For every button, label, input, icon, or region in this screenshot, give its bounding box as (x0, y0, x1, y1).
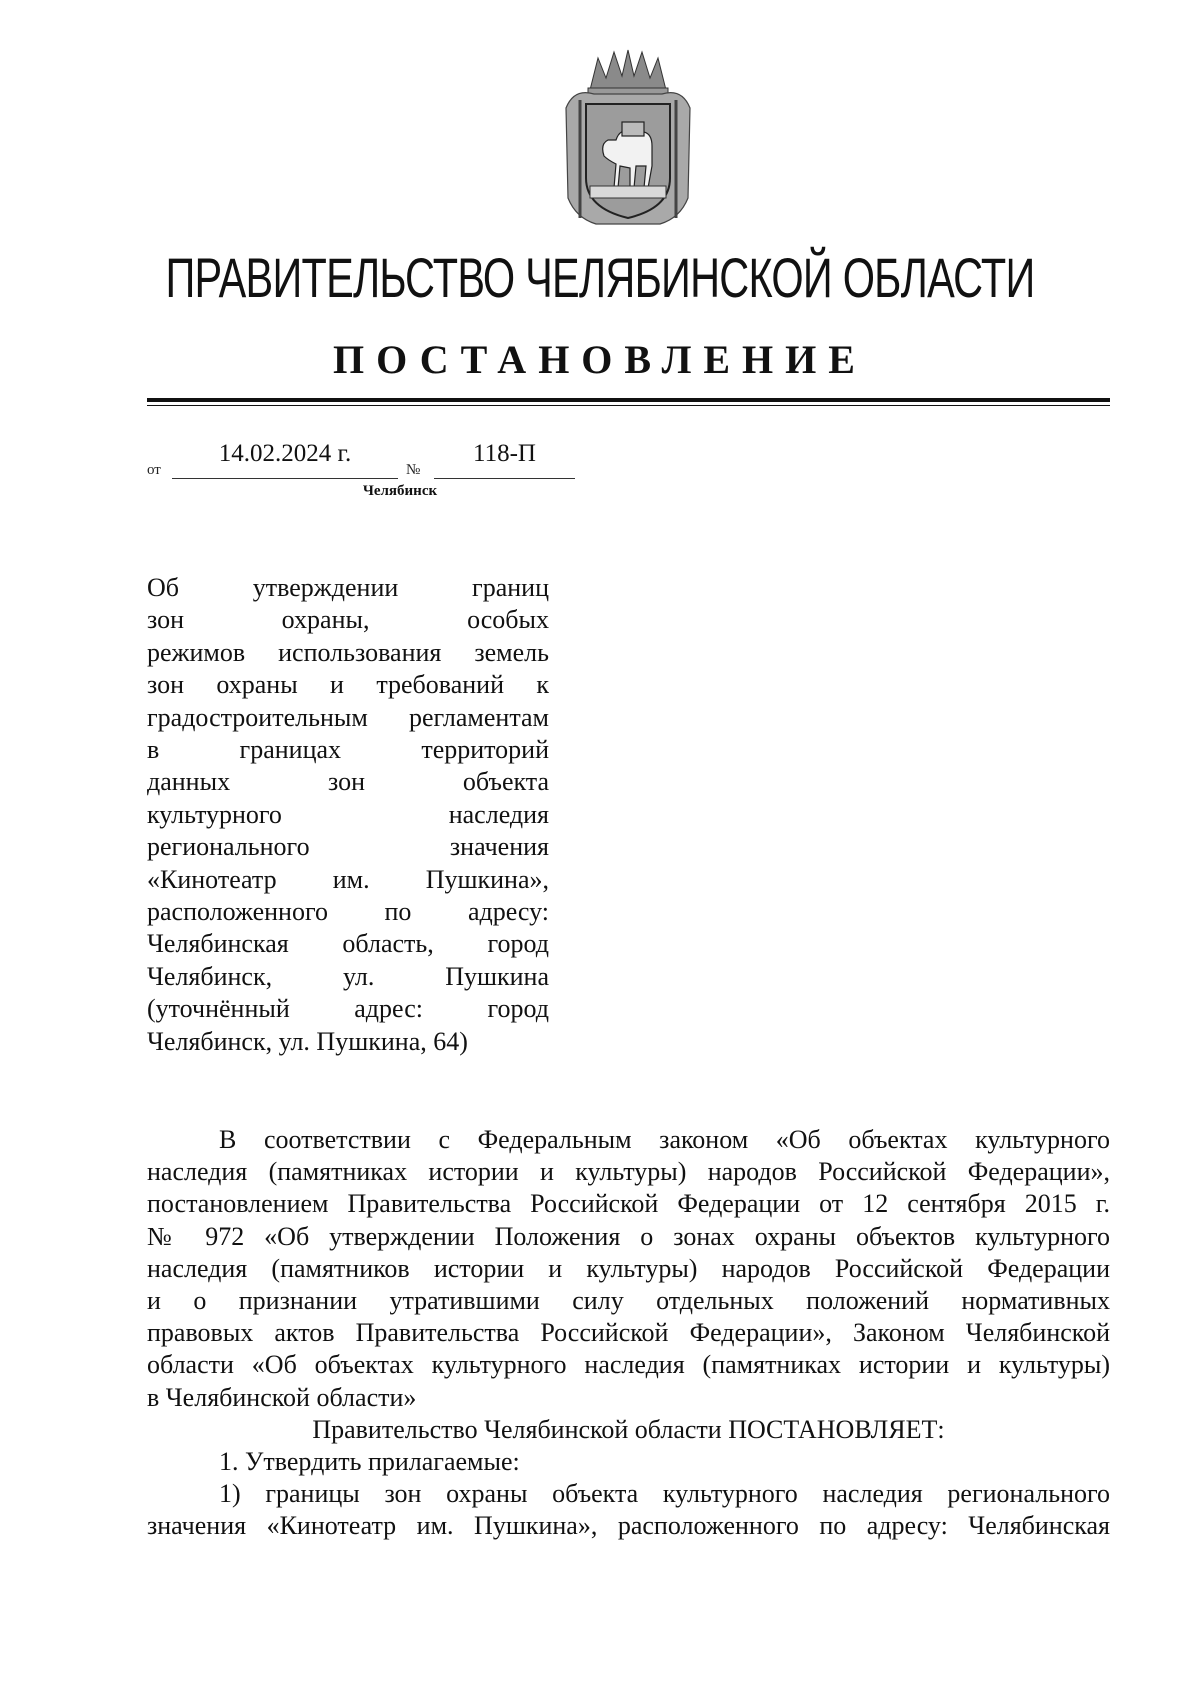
number-label: № (406, 462, 421, 478)
body-line: и о признании утратившими силу отдельных положений нормативных (147, 1286, 1110, 1316)
resolution-line: Правительство Челябинской области ПОСТАНОВЛЯЕТ: (312, 1414, 945, 1444)
body-line: в Челябинской области» (147, 1382, 417, 1412)
body-line: значения «Кинотеатр им. Пушкина», расположенного по адресу: Челябинская (147, 1511, 1110, 1541)
body-line: правовых актов Правительства Российской Федерации», Законом Челябинской (147, 1318, 1110, 1348)
government-title: ПРАВИТЕЛЬСТВО ЧЕЛЯБИНСКОЙ ОБЛАСТИ (165, 246, 1035, 309)
subject-line: в границах территорий (147, 735, 549, 765)
subject-line: режимов использования земель (147, 637, 549, 667)
date-underline (172, 478, 398, 479)
subject-line: зон охраны и требований к (147, 670, 549, 700)
body-line: 1. Утвердить прилагаемые: (219, 1447, 520, 1477)
city-name: Челябинск (362, 483, 438, 499)
subject-line: культурного наследия (147, 799, 549, 829)
document-number: 118-П (473, 440, 536, 467)
body-line: № 972 «Об утверждении Положения о зонах охраны объектов культурного (147, 1221, 1110, 1251)
body-line: В соответствии с Федеральным законом «Об объектах культурного (219, 1125, 1110, 1154)
header-rule-thin (147, 405, 1110, 406)
subject-line: Челябинск, ул. Пушкина (147, 961, 549, 991)
header-rule-thick (147, 398, 1110, 402)
subject-line: градостроительным регламентам (147, 702, 549, 732)
subject-line: (уточнённый адрес: город (147, 994, 549, 1024)
body-line: 1) границы зон охраны объекта культурного наследия регионального (219, 1479, 1110, 1509)
subject-line: зон охраны, особых (147, 605, 549, 635)
subject-line: данных зон объекта (147, 767, 549, 797)
document-body (147, 1124, 1110, 1543)
body-line: наследия (памятниках истории и культуры) народов Российской Федерации», (147, 1157, 1110, 1187)
document-subject (147, 572, 549, 1058)
number-underline (434, 478, 575, 479)
document-type: ПОСТАНОВЛЕНИЕ (333, 337, 867, 382)
subject-line: расположенного по адресу: (147, 897, 549, 927)
from-label: от (147, 462, 161, 478)
document-date: 14.02.2024 г. (218, 440, 352, 467)
body-line: постановлением Правительства Российской Федерации от 12 сентября 2015 г. (147, 1189, 1110, 1219)
body-line: наследия (памятников истории и культуры) народов Российской Федерации (147, 1253, 1110, 1283)
subject-line: Об утверждении границ (147, 573, 549, 602)
body-line: области «Об объектах культурного наследия (памятниках истории и культуры) (147, 1350, 1110, 1380)
subject-line: Челябинская область, город (147, 929, 549, 959)
subject-line: Челябинск, ул. Пушкина, 64) (147, 1026, 468, 1056)
coat-of-arms-emblem (560, 48, 696, 232)
subject-line: «Кинотеатр им. Пушкина», (147, 864, 549, 894)
chelyabinsk-coat-of-arms-icon (560, 48, 696, 232)
subject-line: регионального значения (147, 832, 549, 862)
